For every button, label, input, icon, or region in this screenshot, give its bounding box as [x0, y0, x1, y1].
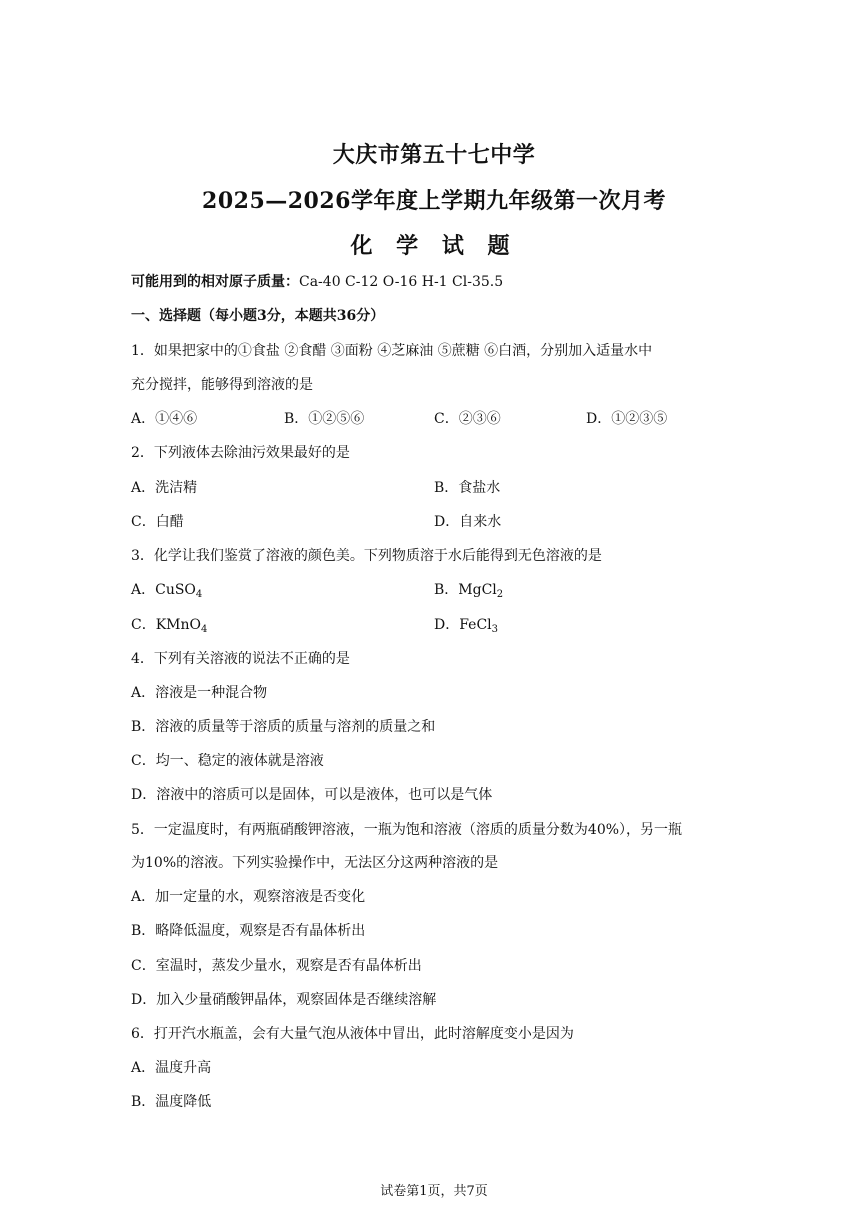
q1-stem-line1: 1．如果把家中的①食盐 ②食醋 ③面粉 ④芝麻油 ⑤蔗糖 ⑥白酒，分别加入适量水中 [131, 343, 653, 359]
q4-option-d: D．溶液中的溶质可以是固体，可以是液体，也可以是气体 [131, 787, 493, 803]
q5-stem-line1: 5．一定温度时，有两瓶硝酸钾溶液，一瓶为饱和溶液（溶质的质量分数为40%），另一瓶 [131, 822, 683, 838]
subject-title: 化 学 试 题 [350, 233, 518, 259]
q3-option-b: B．MgCl$_2$ [434, 582, 504, 600]
q6-option-b: B．温度降低 [131, 1094, 212, 1110]
q3-option-a: A．CuSO$_4$ [131, 582, 203, 600]
q5-option-a: A．加一定量的水，观察溶液是否变化 [131, 889, 366, 905]
q4-stem: 4．下列有关溶液的说法不正确的是 [131, 651, 350, 667]
q6-stem: 6．打开汽水瓶盖，会有大量气泡从液体中冒出，此时溶解度变小是因为 [131, 1026, 574, 1042]
q1-option-b: B．①②⑤⑥ [284, 411, 365, 427]
section-heading: 一、选择题（每小题3分，本题共36分） [131, 308, 385, 324]
q4-option-c: C．均一、稳定的液体就是溶液 [131, 753, 324, 769]
q2-stem: 2．下列液体去除油污效果最好的是 [131, 445, 350, 461]
q3-option-d: D．FeCl$_3$ [434, 617, 499, 635]
q1-stem-line2: 充分搅拌，能够得到溶液的是 [131, 377, 313, 393]
page-footer: 试卷第1页，共7页 [380, 1184, 488, 1199]
q1-option-d: D．①②③⑤ [586, 411, 668, 427]
exam-title: 2025—2026学年度上学期九年级第一次月考 [202, 188, 666, 214]
q5-option-b: B．略降低温度，观察是否有晶体析出 [131, 923, 366, 939]
q2-option-b: B．食盐水 [434, 480, 501, 496]
atomic-mass-line [131, 272, 503, 292]
q5-stem-line2: 为10%的溶液。下列实验操作中，无法区分这两种溶液的是 [131, 855, 499, 871]
q1-option-a: A．①④⑥ [131, 411, 198, 427]
q3-stem: 3．化学让我们鉴赏了溶液的颜色美。下列物质溶于水后能得到无色溶液的是 [131, 548, 602, 564]
q6-option-a: A．温度升高 [131, 1060, 212, 1076]
q2-option-a: A．洗洁精 [131, 480, 198, 496]
q2-option-d: D．自来水 [434, 514, 502, 530]
q4-option-a: A．溶液是一种混合物 [131, 685, 268, 701]
q2-option-c: C．白醋 [131, 514, 184, 530]
q4-option-b: B．溶液的质量等于溶质的质量与溶剂的质量之和 [131, 719, 436, 735]
school-title: 大庆市第五十七中学 [332, 142, 536, 168]
q3-option-c: C．KMnO$_4$ [131, 617, 208, 635]
q5-option-c: C．室温时，蒸发少量水，观察是否有晶体析出 [131, 958, 422, 974]
q1-option-c: C．②③⑥ [434, 411, 501, 427]
q5-option-d: D．加入少量硝酸钾晶体，观察固体是否继续溶解 [131, 992, 437, 1008]
atomic-mass-values: Ca-40 C-12 O-16 H-1 Cl-35.5 [299, 274, 504, 290]
atomic-mass-label: 可能用到的相对原子质量： [131, 274, 299, 290]
